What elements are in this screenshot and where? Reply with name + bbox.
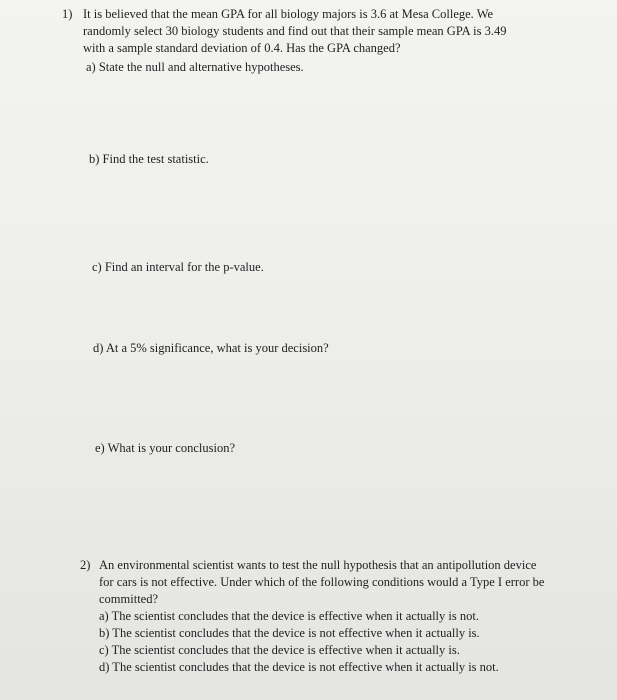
question-1-stem-line-3: with a sample standard deviation of 0.4. Has the GPA changed? [83, 41, 401, 55]
question-1-number: 1) [62, 7, 73, 21]
question-2-number: 2) [80, 558, 91, 572]
question-1-stem-line-1: It is believed that the mean GPA for all biology majors is 3.6 at Mesa College. We [83, 7, 494, 21]
question-1-part-e: e) What is your conclusion? [95, 441, 236, 455]
question-2-option-b: b) The scientist concludes that the device is not effective when it actually is. [99, 626, 480, 640]
question-2-stem-line-1: An environmental scientist wants to test the null hypothesis that an antipollution device [99, 558, 537, 572]
question-1-part-d: d) At a 5% significance, what is your decision? [93, 341, 329, 355]
question-2-stem-line-2: for cars is not effective. Under which of the following conditions would a Type I error be [99, 575, 545, 589]
question-2-option-d: d) The scientist concludes that the device is not effective when it actually is not. [99, 660, 499, 674]
question-2-option-a: a) The scientist concludes that the device is effective when it actually is not. [99, 609, 479, 623]
question-1-part-a: a) State the null and alternative hypotheses. [86, 60, 304, 74]
question-1-stem-line-2: randomly select 30 biology students and find out that their sample mean GPA is 3.49 [83, 24, 507, 38]
question-1-part-b: b) Find the test statistic. [89, 152, 209, 166]
question-1-part-c: c) Find an interval for the p-value. [92, 260, 264, 274]
question-2-option-c: c) The scientist concludes that the device is effective when it actually is. [99, 643, 460, 657]
question-2-stem-line-3: committed? [99, 592, 159, 606]
